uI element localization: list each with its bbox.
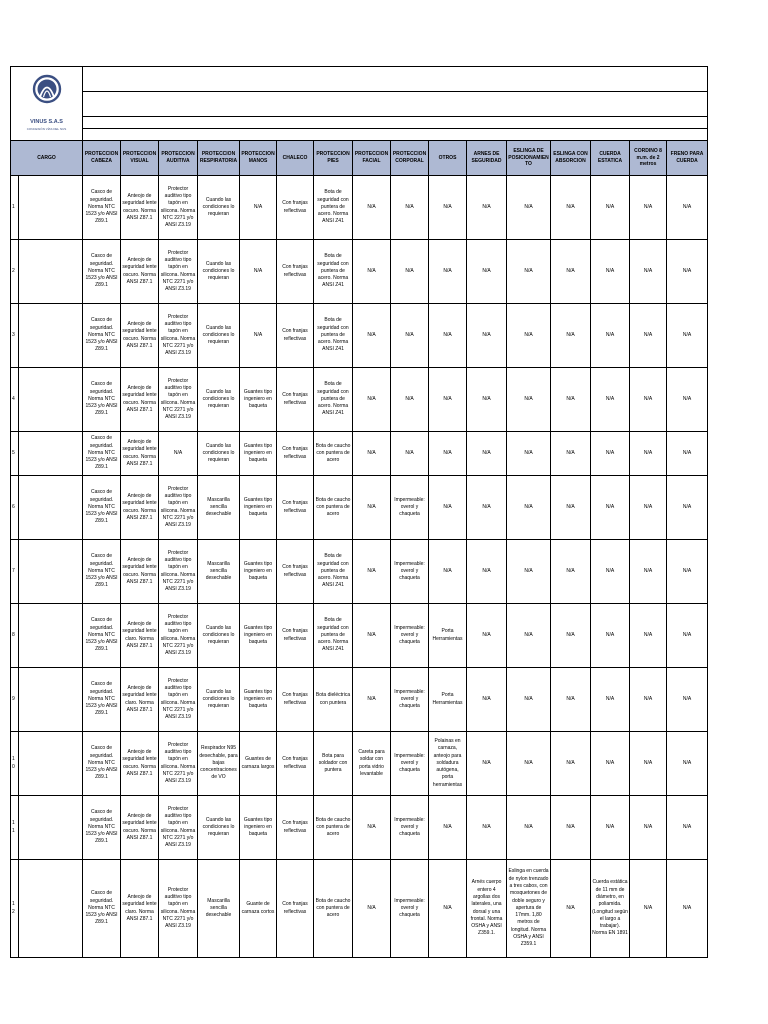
table-cell: N/A [551, 176, 591, 240]
cargo-cell [19, 368, 83, 432]
table-cell: N/A [467, 432, 507, 476]
table-cell: N/A [391, 368, 429, 432]
table-row [11, 304, 708, 368]
table-cell: N/A [591, 668, 630, 732]
table-cell: Anteojo de seguridad lente oscuro. Norma ANSI Z87.1 [121, 432, 159, 476]
table-cell: N/A [591, 604, 630, 668]
table-cell: N/A [591, 540, 630, 604]
row-number: 1 [11, 176, 19, 240]
column-header: CUERDA ESTATICA [591, 141, 630, 176]
table-cell: Casco de seguridad. Norma NTC 1523 y/o ANSI Z89.1 [83, 476, 121, 540]
table-cell: N/A [667, 176, 708, 240]
table-cell: N/A [630, 304, 667, 368]
table-cell: Cuando las condiciones lo requieran [198, 304, 240, 368]
table-cell: Con franjas reflectivas [277, 668, 314, 732]
table-row [11, 368, 708, 432]
table-cell: Anteojo de seguridad lente oscuro. Norma ANSI Z87.1 [121, 476, 159, 540]
table-row [11, 796, 708, 860]
column-header: PROTECCION AUDITIVA [159, 141, 198, 176]
table-cell: Bota de caucho con puntera de acero [314, 476, 353, 540]
table-cell: Bota dieléctrica con puntera [314, 668, 353, 732]
table-cell: Porta Herramientas [429, 668, 467, 732]
table-cell: N/A [507, 368, 551, 432]
cargo-cell [19, 668, 83, 732]
table-cell: N/A [667, 668, 708, 732]
table-cell: Con franjas reflectivas [277, 860, 314, 958]
table-cell: N/A [353, 540, 391, 604]
table-cell: Anteojo de seguridad lente oscuro. Norma ANSI Z87.1 [121, 796, 159, 860]
table-cell: Anteojo de seguridad lente claro. Norma ANSI Z87.1 [121, 860, 159, 958]
table-cell: Mascarilla sencilla desechable [198, 860, 240, 958]
table-cell: N/A [591, 304, 630, 368]
table-cell: N/A [429, 432, 467, 476]
cargo-cell [19, 732, 83, 796]
cargo-cell [19, 540, 83, 604]
column-header: CORDINO 8 m.m. de 2 metros [630, 141, 667, 176]
table-cell: Bota de caucho con puntera de acero [314, 432, 353, 476]
table-cell: N/A [467, 240, 507, 304]
table-cell: Protector auditivo tipo tapón en silicona. Norma NTC 2271 y/o ANSI Z3.19 [159, 604, 198, 668]
table-cell: Bota de caucho con puntera de acero [314, 796, 353, 860]
table-cell: N/A [467, 176, 507, 240]
column-header: OTROS [429, 141, 467, 176]
table-cell: Bota para soldador con puntera [314, 732, 353, 796]
table-cell: Bota de seguridad con puntera de acero. Norma ANSI Z41 [314, 240, 353, 304]
column-header: PROTECCION CORPORAL [391, 141, 429, 176]
table-cell: Guantes de carnaza largos [240, 732, 277, 796]
column-header: ARNES DE SEGURIDAD [467, 141, 507, 176]
row-number: 9 [11, 668, 19, 732]
table-cell: N/A [353, 476, 391, 540]
logo-company-name: VINUS S.A.S [30, 118, 63, 125]
table-cell: Con franjas reflectivas [277, 604, 314, 668]
table-cell: Con franjas reflectivas [277, 432, 314, 476]
company-logo [11, 67, 83, 141]
table-cell: Con franjas reflectivas [277, 476, 314, 540]
cargo-cell [19, 304, 83, 368]
table-cell: N/A [551, 368, 591, 432]
table-cell: Protector auditivo tipo tapón en silicona. Norma NTC 2271 y/o ANSI Z3.19 [159, 668, 198, 732]
table-cell: Con franjas reflectivas [277, 240, 314, 304]
table-cell: Anteojo de seguridad lente oscuro. Norma ANSI Z87.1 [121, 368, 159, 432]
row-number: 8 [11, 604, 19, 668]
table-cell: N/A [429, 860, 467, 958]
table-cell: N/A [551, 240, 591, 304]
cargo-cell [19, 476, 83, 540]
row-number: 11 [11, 796, 19, 860]
column-header: ESLINGA CON ABSORCION [551, 141, 591, 176]
table-cell: N/A [507, 540, 551, 604]
table-cell: Cuerda estática de 11 mm de diámetro, en poliamida. (Longitud según el largo a trabajar). Norma EN 1891 [591, 860, 630, 958]
table-cell: Respirador N95 desechable, para bajas concentraciones de VO [198, 732, 240, 796]
table-cell: N/A [630, 540, 667, 604]
table-cell: N/A [467, 540, 507, 604]
table-cell: N/A [353, 176, 391, 240]
table-cell: N/A [507, 240, 551, 304]
table-cell: N/A [630, 860, 667, 958]
table-cell: Careta para soldar con porta vidrio levantable [353, 732, 391, 796]
table-cell: Guantes tipo ingeniero en baqueta [240, 604, 277, 668]
table-cell: Bota de caucho con puntera de acero [314, 860, 353, 958]
table-cell: Guantes tipo ingeniero en baqueta [240, 432, 277, 476]
table-cell: N/A [630, 604, 667, 668]
table-cell: Impermeable: overol y chaqueta [391, 860, 429, 958]
table-cell: N/A [551, 796, 591, 860]
table-cell: N/A [353, 368, 391, 432]
column-header: PROTECCION PIES [314, 141, 353, 176]
table-cell: N/A [667, 540, 708, 604]
table-cell: N/A [591, 432, 630, 476]
table-cell: Protector auditivo tipo tapón en silicona. Norma NTC 2271 y/o ANSI Z3.19 [159, 860, 198, 958]
blank-cell [83, 117, 708, 129]
table-cell: N/A [353, 240, 391, 304]
table-cell: N/A [353, 604, 391, 668]
column-header: PROTECCION VISUAL [121, 141, 159, 176]
table-cell: Con franjas reflectivas [277, 304, 314, 368]
header-row [11, 141, 708, 176]
table-cell: Guantes tipo ingeniero en baqueta [240, 540, 277, 604]
table-cell: Anteojo de seguridad lente oscuro. Norma ANSI Z87.1 [121, 176, 159, 240]
table-cell: N/A [551, 860, 591, 958]
table-cell: Arnés cuerpo entero 4 argollas dos laterales, una dorsal y una frontal. Norma OSHA y ANSI Z359.1. [467, 860, 507, 958]
table-cell: Anteojo de seguridad lente claro. Norma ANSI Z87.1 [121, 668, 159, 732]
table-cell: N/A [240, 304, 277, 368]
table-cell: N/A [667, 432, 708, 476]
table-cell: Guantes tipo ingeniero en baqueta [240, 668, 277, 732]
cargo-cell [19, 604, 83, 668]
table-row [11, 860, 708, 958]
table-cell: N/A [551, 540, 591, 604]
title-cell [83, 67, 708, 92]
table-cell: N/A [391, 304, 429, 368]
table-cell: N/A [667, 604, 708, 668]
table-cell: Guantes tipo ingeniero en baqueta [240, 796, 277, 860]
logo-tagline: CONCESIÓN VÍAS DEL NUS [26, 127, 67, 132]
table-cell: Bota de seguridad con puntera de acero. Norma ANSI Z41 [314, 540, 353, 604]
table-cell: N/A [353, 796, 391, 860]
table-cell: N/A [630, 476, 667, 540]
table-cell: N/A [391, 432, 429, 476]
table-cell: N/A [630, 732, 667, 796]
table-cell: N/A [240, 176, 277, 240]
table-cell: N/A [353, 432, 391, 476]
table-cell: N/A [467, 668, 507, 732]
table-cell: Impermeable: overol y chaqueta [391, 732, 429, 796]
table-cell: Anteojo de seguridad lente claro. Norma ANSI Z87.1 [121, 604, 159, 668]
table-cell: Cuando las condiciones lo requieran [198, 240, 240, 304]
table-cell: N/A [551, 476, 591, 540]
table-cell: N/A [551, 668, 591, 732]
table-cell: N/A [591, 368, 630, 432]
table-cell: Impermeable: overol y chaqueta [391, 796, 429, 860]
table-cell: Protector auditivo tipo tapón en silicona. Norma NTC 2271 y/o ANSI Z3.19 [159, 240, 198, 304]
table-cell: N/A [591, 176, 630, 240]
table-cell: Casco de seguridad. Norma NTC 1523 y/o ANSI Z89.1 [83, 304, 121, 368]
table-cell: N/A [507, 604, 551, 668]
table-cell: Protector auditivo tipo tapón en silicona. Norma NTC 2271 y/o ANSI Z3.19 [159, 368, 198, 432]
table-cell: N/A [551, 432, 591, 476]
table-cell: N/A [551, 604, 591, 668]
table-cell: N/A [667, 732, 708, 796]
table-row [11, 240, 708, 304]
row-number: 5 [11, 432, 19, 476]
table-cell: Guantes tipo ingeniero en baqueta [240, 476, 277, 540]
ppe-matrix-sheet [10, 66, 707, 958]
table-cell: Cuando las condiciones lo requieran [198, 796, 240, 860]
table-cell: N/A [667, 860, 708, 958]
table-cell: N/A [467, 796, 507, 860]
table-cell: Impermeable: overol y chaqueta [391, 604, 429, 668]
table-cell: Con franjas reflectivas [277, 368, 314, 432]
table-cell: N/A [507, 732, 551, 796]
table-cell: N/A [467, 304, 507, 368]
table-cell: Con franjas reflectivas [277, 540, 314, 604]
table-cell: N/A [467, 476, 507, 540]
table-cell: N/A [667, 368, 708, 432]
table-cell: Protector auditivo tipo tapón en silicona. Norma NTC 2271 y/o ANSI Z3.19 [159, 476, 198, 540]
table-row [11, 176, 708, 240]
table-cell: N/A [630, 668, 667, 732]
table-cell: Casco de seguridad. Norma NTC 1523 y/o ANSI Z89.1 [83, 860, 121, 958]
table-cell: N/A [507, 432, 551, 476]
table-cell: N/A [507, 668, 551, 732]
table-cell: Protector auditivo tipo tapón en silicona. Norma NTC 2271 y/o ANSI Z3.19 [159, 540, 198, 604]
table-cell: N/A [429, 368, 467, 432]
table-cell: N/A [391, 240, 429, 304]
table-cell: Bota de seguridad con puntera de acero. Norma ANSI Z41 [314, 368, 353, 432]
column-header: PROTECCION RESPIRATORIA [198, 141, 240, 176]
row-number: 7 [11, 540, 19, 604]
table-cell: N/A [429, 796, 467, 860]
table-cell: Mascarilla sencilla desechable [198, 476, 240, 540]
table-cell: N/A [353, 668, 391, 732]
table-cell: Anteojo de seguridad lente oscuro. Norma ANSI Z87.1 [121, 732, 159, 796]
table-cell: Anteojo de seguridad lente oscuro. Norma ANSI Z87.1 [121, 240, 159, 304]
column-header: ESLINGA DE POSICIONAMIENTO [507, 141, 551, 176]
table-row [11, 732, 708, 796]
table-row [11, 540, 708, 604]
blank-cell [83, 129, 708, 141]
table-cell: N/A [429, 240, 467, 304]
table-cell: N/A [630, 240, 667, 304]
table-cell: Con franjas reflectivas [277, 796, 314, 860]
subtitle-cell [83, 92, 708, 117]
row-number: 6 [11, 476, 19, 540]
table-cell: N/A [667, 796, 708, 860]
table-cell: N/A [353, 860, 391, 958]
cargo-cell [19, 176, 83, 240]
row-number: 3 [11, 304, 19, 368]
table-cell: Impermeable: overol y chaqueta [391, 668, 429, 732]
cargo-cell [19, 860, 83, 958]
table-cell: Cuando las condiciones lo requieran [198, 368, 240, 432]
column-header: FRENO PARA CUERDA [667, 141, 708, 176]
table-cell: Con franjas reflectivas [277, 732, 314, 796]
table-cell: N/A [591, 240, 630, 304]
table-cell: Con franjas reflectivas [277, 176, 314, 240]
table-cell: Casco de seguridad. Norma NTC 1523 y/o ANSI Z89.1 [83, 732, 121, 796]
table-cell: Cuando las condiciones lo requieran [198, 432, 240, 476]
table-cell: N/A [630, 432, 667, 476]
cargo-cell [19, 432, 83, 476]
table-row [11, 604, 708, 668]
table-cell: N/A [507, 476, 551, 540]
table-cell: N/A [667, 240, 708, 304]
table-cell: N/A [467, 368, 507, 432]
row-number: 2 [11, 240, 19, 304]
table-cell: N/A [591, 796, 630, 860]
table-row [11, 668, 708, 732]
table-cell: Cuando las condiciones lo requieran [198, 668, 240, 732]
table-cell: N/A [429, 540, 467, 604]
column-header: PROTECCION FACIAL [353, 141, 391, 176]
vinus-logo-icon [30, 74, 64, 116]
table-cell: Anteojo de seguridad lente oscuro. Norma ANSI Z87.1 [121, 304, 159, 368]
table-cell: Eslinga en cuerda de nylon trenzado a tres cabos, con mosquetones de doble seguro y apertura de 17mm. 1,80 metros de longitud. Norma OSHA y ANSI Z359.1 [507, 860, 551, 958]
table-cell: Impermeable: overol y chaqueta [391, 540, 429, 604]
table-cell: N/A [630, 796, 667, 860]
table-cell: N/A [630, 368, 667, 432]
table-cell: N/A [159, 432, 198, 476]
row-number: 4 [11, 368, 19, 432]
table-cell: Guante de carnaza cortos [240, 860, 277, 958]
table-cell: Casco de seguridad. Norma NTC 1523 y/o ANSI Z89.1 [83, 176, 121, 240]
table-cell: N/A [507, 176, 551, 240]
row-number: 12 [11, 860, 19, 958]
table-cell: Casco de seguridad. Norma NTC 1523 y/o ANSI Z89.1 [83, 540, 121, 604]
table-cell: Bota de seguridad con puntera de acero. Norma ANSI Z41 [314, 604, 353, 668]
table-cell: N/A [429, 476, 467, 540]
table-cell: N/A [391, 176, 429, 240]
table-cell: Casco de seguridad. Norma NTC 1523 y/o ANSI Z89.1 [83, 604, 121, 668]
table-cell: Porta Herramientas [429, 604, 467, 668]
table-cell: Protector auditivo tipo tapón en silicona. Norma NTC 2271 y/o ANSI Z3.19 [159, 304, 198, 368]
table-cell: N/A [551, 732, 591, 796]
column-header: CARGO [11, 141, 83, 176]
table-cell: N/A [667, 476, 708, 540]
table-cell: N/A [630, 176, 667, 240]
table-cell: Cuando las condiciones lo requieran [198, 176, 240, 240]
ppe-matrix-table [10, 66, 708, 958]
table-cell: Bota de seguridad con puntera de acero. Norma ANSI Z41 [314, 176, 353, 240]
table-row [11, 476, 708, 540]
column-header: PROTECCION CABEZA [83, 141, 121, 176]
table-cell: Casco de seguridad. Norma NTC 1523 y/o ANSI Z89.1 [83, 796, 121, 860]
table-cell: Bota de seguridad con puntera de acero. Norma ANSI Z41 [314, 304, 353, 368]
table-cell: Protector auditivo tipo tapón en silicona. Norma NTC 2271 y/o ANSI Z3.19 [159, 732, 198, 796]
table-cell: Impermeable: overol y chaqueta [391, 476, 429, 540]
cargo-cell [19, 796, 83, 860]
table-cell: Casco de seguridad. Norma NTC 1523 y/o ANSI Z89.1 [83, 368, 121, 432]
table-cell: N/A [429, 176, 467, 240]
table-cell: N/A [591, 732, 630, 796]
table-cell: Protector auditivo tipo tapón en silicona. Norma NTC 2271 y/o ANSI Z3.19 [159, 796, 198, 860]
table-cell: Anteojo de seguridad lente oscuro. Norma ANSI Z87.1 [121, 540, 159, 604]
table-cell: N/A [507, 304, 551, 368]
row-number: 10 [11, 732, 19, 796]
table-cell: N/A [240, 240, 277, 304]
table-cell: N/A [467, 604, 507, 668]
table-cell: N/A [507, 796, 551, 860]
table-cell: Mascarilla sencilla desechable [198, 540, 240, 604]
table-cell: N/A [551, 304, 591, 368]
table-cell: Casco de seguridad. Norma NTC 1523 y/o ANSI Z89.1 [83, 240, 121, 304]
table-cell: Casco de seguridad. Norma NTC 1523 y/o ANSI Z89.1 [83, 668, 121, 732]
table-cell: Cuando las condiciones lo requieran [198, 604, 240, 668]
table-cell: Protector auditivo tipo tapón en silicona. Norma NTC 2271 y/o ANSI Z3.19 [159, 176, 198, 240]
table-cell: Polainas en carnaza, anteojo para soldadura autógena, porta herramientas [429, 732, 467, 796]
table-cell: N/A [467, 732, 507, 796]
table-row [11, 432, 708, 476]
cargo-cell [19, 240, 83, 304]
table-cell: N/A [591, 476, 630, 540]
column-header: CHALECO [277, 141, 314, 176]
table-cell: Guantes tipo ingeniero en baqueta [240, 368, 277, 432]
table-cell: N/A [353, 304, 391, 368]
table-cell: N/A [667, 304, 708, 368]
table-cell: Casco de seguridad. Norma NTC 1523 y/o ANSI Z89.1 [83, 432, 121, 476]
table-cell: N/A [429, 304, 467, 368]
column-header: PROTECCION MANOS [240, 141, 277, 176]
